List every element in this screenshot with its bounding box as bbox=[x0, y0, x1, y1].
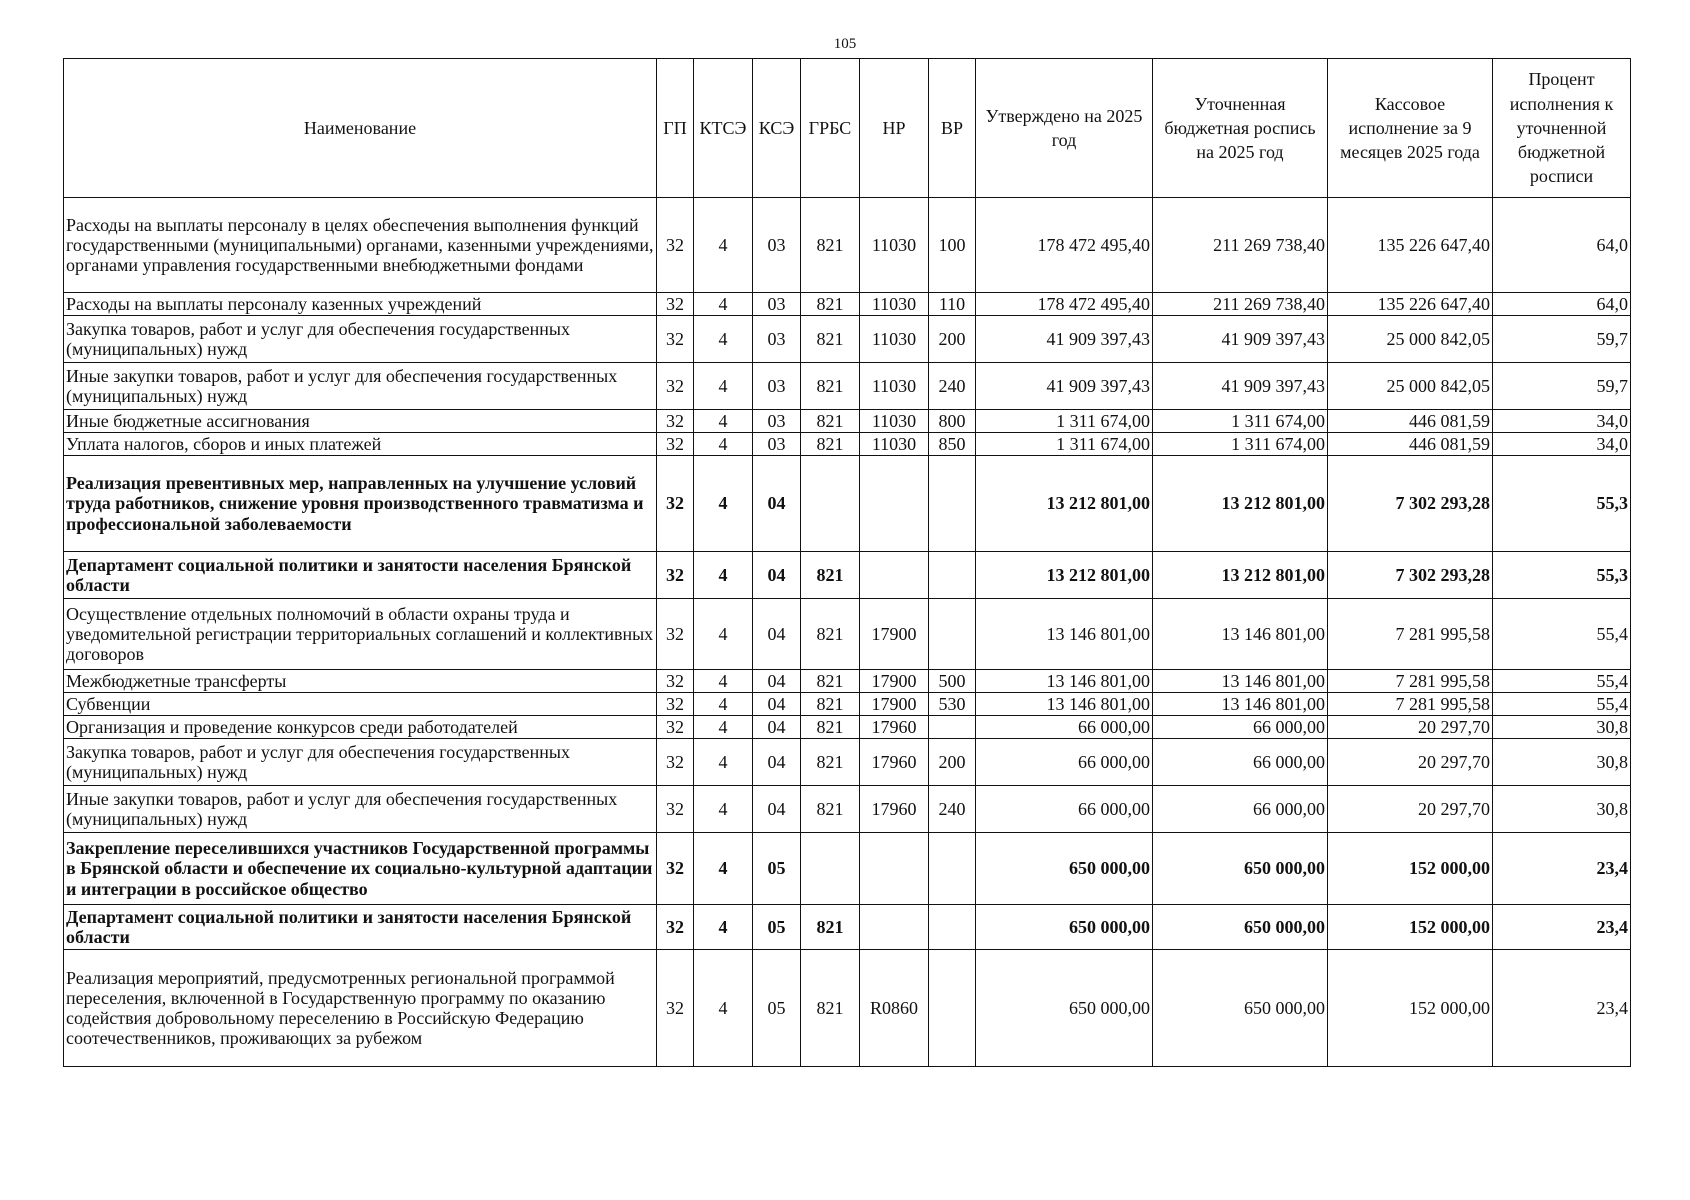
cell-name: Расходы на выплаты персоналу в целях обеспечения выполнения функций государственными (муниципальными) органами, казенными учреждениями, органами управления государственными внебюджетными фондами bbox=[64, 198, 657, 293]
cell-percent: 23,4 bbox=[1493, 833, 1631, 905]
cell-ktse: 4 bbox=[694, 316, 753, 363]
cell-grbs: 821 bbox=[801, 786, 860, 833]
table-row bbox=[64, 599, 1631, 670]
cell-vr: 200 bbox=[929, 316, 976, 363]
header-ktse: КТСЭ bbox=[694, 59, 753, 198]
cell-nr: 11030 bbox=[860, 316, 929, 363]
header-kse: КСЭ bbox=[753, 59, 801, 198]
header-grbs: ГРБС bbox=[801, 59, 860, 198]
cell-ktse: 4 bbox=[694, 363, 753, 410]
cell-name: Реализация превентивных мер, направленных на улучшение условий труда работников, снижение уровня производственного травматизма и профессиональной заболеваемости bbox=[64, 456, 657, 552]
cell-cash: 135 226 647,40 bbox=[1328, 198, 1493, 293]
cell-vr bbox=[929, 833, 976, 905]
table-row bbox=[64, 433, 1631, 456]
cell-percent: 64,0 bbox=[1493, 198, 1631, 293]
cell-vr bbox=[929, 552, 976, 599]
cell-kse: 03 bbox=[753, 363, 801, 410]
cell-name: Департамент социальной политики и занятости населения Брянской области bbox=[64, 552, 657, 599]
cell-approved: 41 909 397,43 bbox=[976, 316, 1153, 363]
cell-name: Межбюджетные трансферты bbox=[64, 670, 657, 693]
cell-percent: 30,8 bbox=[1493, 786, 1631, 833]
cell-percent: 34,0 bbox=[1493, 410, 1631, 433]
cell-gp: 32 bbox=[657, 456, 694, 552]
cell-nr: 11030 bbox=[860, 410, 929, 433]
cell-refined: 13 146 801,00 bbox=[1153, 599, 1328, 670]
cell-vr: 800 bbox=[929, 410, 976, 433]
cell-refined: 650 000,00 bbox=[1153, 905, 1328, 950]
cell-gp: 32 bbox=[657, 833, 694, 905]
cell-nr: 11030 bbox=[860, 198, 929, 293]
cell-gp: 32 bbox=[657, 905, 694, 950]
cell-name: Иные бюджетные ассигнования bbox=[64, 410, 657, 433]
cell-grbs bbox=[801, 456, 860, 552]
cell-ktse: 4 bbox=[694, 739, 753, 786]
table-row bbox=[64, 950, 1631, 1067]
cell-gp: 32 bbox=[657, 552, 694, 599]
cell-ktse: 4 bbox=[694, 833, 753, 905]
cell-approved: 178 472 495,40 bbox=[976, 198, 1153, 293]
cell-cash: 152 000,00 bbox=[1328, 905, 1493, 950]
cell-refined: 1 311 674,00 bbox=[1153, 433, 1328, 456]
cell-gp: 32 bbox=[657, 716, 694, 739]
cell-vr bbox=[929, 599, 976, 670]
cell-refined: 13 146 801,00 bbox=[1153, 670, 1328, 693]
cell-refined: 66 000,00 bbox=[1153, 716, 1328, 739]
cell-cash: 7 281 995,58 bbox=[1328, 599, 1493, 670]
cell-cash: 152 000,00 bbox=[1328, 833, 1493, 905]
cell-refined: 13 212 801,00 bbox=[1153, 552, 1328, 599]
cell-grbs: 821 bbox=[801, 363, 860, 410]
cell-grbs: 821 bbox=[801, 293, 860, 316]
cell-approved: 66 000,00 bbox=[976, 739, 1153, 786]
cell-percent: 55,4 bbox=[1493, 599, 1631, 670]
cell-kse: 03 bbox=[753, 293, 801, 316]
cell-ktse: 4 bbox=[694, 786, 753, 833]
cell-ktse: 4 bbox=[694, 293, 753, 316]
cell-gp: 32 bbox=[657, 950, 694, 1067]
cell-cash: 25 000 842,05 bbox=[1328, 316, 1493, 363]
cell-percent: 23,4 bbox=[1493, 905, 1631, 950]
cell-vr: 200 bbox=[929, 739, 976, 786]
cell-vr bbox=[929, 456, 976, 552]
cell-vr bbox=[929, 716, 976, 739]
table-row bbox=[64, 552, 1631, 599]
cell-vr: 850 bbox=[929, 433, 976, 456]
cell-nr: 11030 bbox=[860, 433, 929, 456]
cell-approved: 650 000,00 bbox=[976, 950, 1153, 1067]
cell-ktse: 4 bbox=[694, 693, 753, 716]
cell-kse: 05 bbox=[753, 950, 801, 1067]
cell-grbs: 821 bbox=[801, 198, 860, 293]
cell-vr: 240 bbox=[929, 363, 976, 410]
cell-percent: 59,7 bbox=[1493, 316, 1631, 363]
cell-percent: 64,0 bbox=[1493, 293, 1631, 316]
cell-name: Департамент социальной политики и занятости населения Брянской области bbox=[64, 905, 657, 950]
cell-percent: 55,3 bbox=[1493, 552, 1631, 599]
cell-approved: 1 311 674,00 bbox=[976, 410, 1153, 433]
cell-vr: 530 bbox=[929, 693, 976, 716]
cell-gp: 32 bbox=[657, 786, 694, 833]
cell-cash: 446 081,59 bbox=[1328, 433, 1493, 456]
table-row bbox=[64, 670, 1631, 693]
cell-gp: 32 bbox=[657, 693, 694, 716]
cell-refined: 211 269 738,40 bbox=[1153, 198, 1328, 293]
cell-nr bbox=[860, 456, 929, 552]
cell-gp: 32 bbox=[657, 363, 694, 410]
cell-percent: 55,4 bbox=[1493, 670, 1631, 693]
cell-vr: 100 bbox=[929, 198, 976, 293]
cell-gp: 32 bbox=[657, 316, 694, 363]
cell-approved: 13 146 801,00 bbox=[976, 693, 1153, 716]
cell-approved: 650 000,00 bbox=[976, 905, 1153, 950]
cell-vr: 110 bbox=[929, 293, 976, 316]
cell-percent: 55,3 bbox=[1493, 456, 1631, 552]
cell-ktse: 4 bbox=[694, 716, 753, 739]
table-row bbox=[64, 739, 1631, 786]
cell-ktse: 4 bbox=[694, 950, 753, 1067]
cell-name: Осуществление отдельных полномочий в области охраны труда и уведомительной регистрации территориальных соглашений и коллективных договоров bbox=[64, 599, 657, 670]
cell-grbs: 821 bbox=[801, 410, 860, 433]
cell-grbs bbox=[801, 833, 860, 905]
cell-percent: 55,4 bbox=[1493, 693, 1631, 716]
cell-nr: 17900 bbox=[860, 693, 929, 716]
cell-refined: 41 909 397,43 bbox=[1153, 363, 1328, 410]
cell-approved: 13 212 801,00 bbox=[976, 552, 1153, 599]
cell-nr: 11030 bbox=[860, 363, 929, 410]
cell-approved: 13 146 801,00 bbox=[976, 670, 1153, 693]
cell-grbs: 821 bbox=[801, 316, 860, 363]
cell-ktse: 4 bbox=[694, 410, 753, 433]
cell-kse: 04 bbox=[753, 786, 801, 833]
table-row bbox=[64, 833, 1631, 905]
cell-kse: 04 bbox=[753, 552, 801, 599]
cell-gp: 32 bbox=[657, 599, 694, 670]
cell-ktse: 4 bbox=[694, 456, 753, 552]
cell-approved: 41 909 397,43 bbox=[976, 363, 1153, 410]
cell-name: Субвенции bbox=[64, 693, 657, 716]
cell-kse: 03 bbox=[753, 410, 801, 433]
cell-vr: 500 bbox=[929, 670, 976, 693]
table-row bbox=[64, 786, 1631, 833]
cell-grbs: 821 bbox=[801, 433, 860, 456]
cell-ktse: 4 bbox=[694, 599, 753, 670]
header-nr: НР bbox=[860, 59, 929, 198]
cell-refined: 13 212 801,00 bbox=[1153, 456, 1328, 552]
cell-cash: 446 081,59 bbox=[1328, 410, 1493, 433]
cell-approved: 66 000,00 bbox=[976, 716, 1153, 739]
cell-nr: 17960 bbox=[860, 786, 929, 833]
cell-kse: 04 bbox=[753, 599, 801, 670]
header-approved: Утверждено на 2025 год bbox=[976, 59, 1153, 198]
cell-cash: 7 302 293,28 bbox=[1328, 456, 1493, 552]
table-row bbox=[64, 316, 1631, 363]
table-row bbox=[64, 198, 1631, 293]
cell-cash: 20 297,70 bbox=[1328, 786, 1493, 833]
cell-refined: 66 000,00 bbox=[1153, 739, 1328, 786]
cell-gp: 32 bbox=[657, 739, 694, 786]
cell-gp: 32 bbox=[657, 198, 694, 293]
cell-name: Организация и проведение конкурсов среди работодателей bbox=[64, 716, 657, 739]
cell-vr bbox=[929, 950, 976, 1067]
cell-grbs: 821 bbox=[801, 552, 860, 599]
cell-cash: 20 297,70 bbox=[1328, 739, 1493, 786]
cell-approved: 13 146 801,00 bbox=[976, 599, 1153, 670]
cell-approved: 1 311 674,00 bbox=[976, 433, 1153, 456]
cell-percent: 34,0 bbox=[1493, 433, 1631, 456]
cell-nr: 17900 bbox=[860, 670, 929, 693]
cell-refined: 650 000,00 bbox=[1153, 833, 1328, 905]
table-row bbox=[64, 693, 1631, 716]
cell-percent: 23,4 bbox=[1493, 950, 1631, 1067]
cell-approved: 178 472 495,40 bbox=[976, 293, 1153, 316]
cell-nr bbox=[860, 552, 929, 599]
cell-refined: 211 269 738,40 bbox=[1153, 293, 1328, 316]
cell-nr: 11030 bbox=[860, 293, 929, 316]
cell-grbs: 821 bbox=[801, 739, 860, 786]
header-percent: Процент исполнения к уточненной бюджетной росписи bbox=[1493, 59, 1631, 198]
cell-name: Иные закупки товаров, работ и услуг для обеспечения государственных (муниципальных) нужд bbox=[64, 786, 657, 833]
cell-refined: 41 909 397,43 bbox=[1153, 316, 1328, 363]
cell-cash: 7 281 995,58 bbox=[1328, 693, 1493, 716]
cell-gp: 32 bbox=[657, 410, 694, 433]
cell-refined: 650 000,00 bbox=[1153, 950, 1328, 1067]
header-name: Наименование bbox=[64, 59, 657, 198]
cell-nr bbox=[860, 905, 929, 950]
cell-kse: 04 bbox=[753, 456, 801, 552]
cell-refined: 1 311 674,00 bbox=[1153, 410, 1328, 433]
cell-kse: 03 bbox=[753, 198, 801, 293]
cell-approved: 66 000,00 bbox=[976, 786, 1153, 833]
cell-nr: 17960 bbox=[860, 716, 929, 739]
cell-cash: 20 297,70 bbox=[1328, 716, 1493, 739]
page-number: 105 bbox=[833, 36, 857, 52]
cell-ktse: 4 bbox=[694, 670, 753, 693]
cell-grbs: 821 bbox=[801, 693, 860, 716]
cell-grbs: 821 bbox=[801, 716, 860, 739]
cell-nr: 17960 bbox=[860, 739, 929, 786]
header-gp: ГП bbox=[657, 59, 694, 198]
cell-cash: 25 000 842,05 bbox=[1328, 363, 1493, 410]
cell-name: Расходы на выплаты персоналу казенных учреждений bbox=[64, 293, 657, 316]
table-row bbox=[64, 456, 1631, 552]
header-refined: Уточненная бюджетная роспись на 2025 год bbox=[1153, 59, 1328, 198]
header-cash: Кассовое исполнение за 9 месяцев 2025 года bbox=[1328, 59, 1493, 198]
cell-ktse: 4 bbox=[694, 552, 753, 599]
header-vr: ВР bbox=[929, 59, 976, 198]
cell-name: Иные закупки товаров, работ и услуг для обеспечения государственных (муниципальных) нужд bbox=[64, 363, 657, 410]
table-row bbox=[64, 905, 1631, 950]
cell-nr: R0860 bbox=[860, 950, 929, 1067]
cell-kse: 04 bbox=[753, 739, 801, 786]
cell-kse: 03 bbox=[753, 316, 801, 363]
cell-gp: 32 bbox=[657, 293, 694, 316]
cell-name: Реализация мероприятий, предусмотренных региональной программой переселения, включенной в Государственную программу по оказанию содействия добровольному переселению в Российскую Федерацию соотечественников, проживающих за рубежом bbox=[64, 950, 657, 1067]
cell-gp: 32 bbox=[657, 433, 694, 456]
table-row bbox=[64, 293, 1631, 316]
cell-grbs: 821 bbox=[801, 905, 860, 950]
cell-nr bbox=[860, 833, 929, 905]
cell-cash: 152 000,00 bbox=[1328, 950, 1493, 1067]
cell-approved: 13 212 801,00 bbox=[976, 456, 1153, 552]
table-row bbox=[64, 716, 1631, 739]
cell-vr: 240 bbox=[929, 786, 976, 833]
cell-percent: 30,8 bbox=[1493, 739, 1631, 786]
cell-percent: 59,7 bbox=[1493, 363, 1631, 410]
cell-approved: 650 000,00 bbox=[976, 833, 1153, 905]
cell-name: Закупка товаров, работ и услуг для обеспечения государственных (муниципальных) нужд bbox=[64, 739, 657, 786]
cell-grbs: 821 bbox=[801, 670, 860, 693]
table-row bbox=[64, 410, 1631, 433]
cell-refined: 13 146 801,00 bbox=[1153, 693, 1328, 716]
cell-name: Закупка товаров, работ и услуг для обеспечения государственных (муниципальных) нужд bbox=[64, 316, 657, 363]
cell-grbs: 821 bbox=[801, 599, 860, 670]
cell-kse: 04 bbox=[753, 693, 801, 716]
cell-ktse: 4 bbox=[694, 198, 753, 293]
cell-grbs: 821 bbox=[801, 950, 860, 1067]
table-header-row bbox=[64, 59, 1631, 198]
cell-kse: 04 bbox=[753, 716, 801, 739]
cell-cash: 7 302 293,28 bbox=[1328, 552, 1493, 599]
cell-kse: 04 bbox=[753, 670, 801, 693]
budget-table bbox=[63, 58, 1631, 1067]
cell-cash: 135 226 647,40 bbox=[1328, 293, 1493, 316]
cell-kse: 05 bbox=[753, 833, 801, 905]
cell-nr: 17900 bbox=[860, 599, 929, 670]
cell-name: Закрепление переселившихся участников Государственной программы в Брянской области и обеспечение их социально-культурной адаптации и интеграции в российское общество bbox=[64, 833, 657, 905]
cell-refined: 66 000,00 bbox=[1153, 786, 1328, 833]
cell-percent: 30,8 bbox=[1493, 716, 1631, 739]
cell-kse: 03 bbox=[753, 433, 801, 456]
cell-vr bbox=[929, 905, 976, 950]
cell-ktse: 4 bbox=[694, 905, 753, 950]
cell-name: Уплата налогов, сборов и иных платежей bbox=[64, 433, 657, 456]
table-body bbox=[64, 198, 1631, 1067]
table-row bbox=[64, 363, 1631, 410]
cell-cash: 7 281 995,58 bbox=[1328, 670, 1493, 693]
cell-ktse: 4 bbox=[694, 433, 753, 456]
cell-gp: 32 bbox=[657, 670, 694, 693]
cell-kse: 05 bbox=[753, 905, 801, 950]
